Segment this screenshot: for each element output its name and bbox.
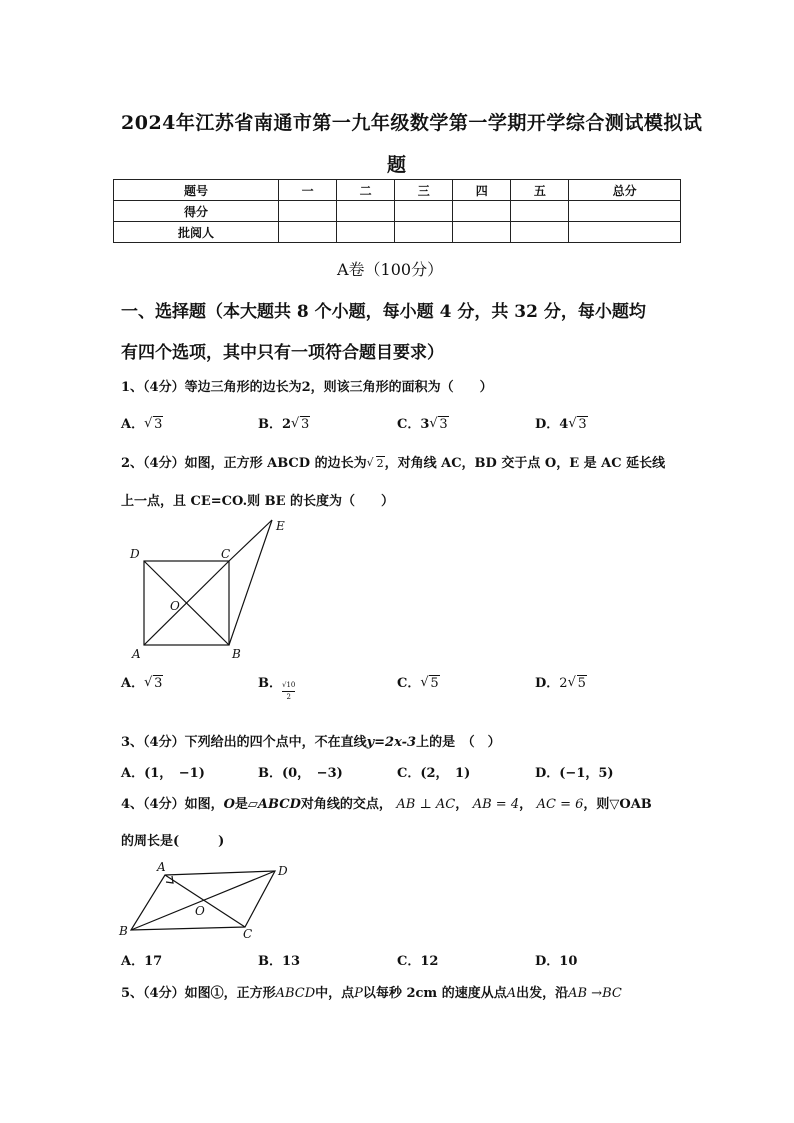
point-p: P bbox=[354, 986, 363, 1001]
q5-text: 5、（4分）如图①，正方形 bbox=[121, 986, 276, 1001]
q2-option-b bbox=[258, 672, 296, 701]
question-3 bbox=[121, 731, 501, 750]
label-d: D bbox=[130, 547, 140, 561]
q2-option-d bbox=[535, 672, 587, 691]
header-cell: 四 bbox=[453, 180, 511, 201]
option-label: B． bbox=[258, 417, 282, 432]
point-o: O bbox=[223, 797, 235, 812]
header-cell: 三 bbox=[395, 180, 453, 201]
q4-text-d: ，则▽OAB bbox=[583, 797, 652, 812]
page-title-cont: 题 bbox=[387, 154, 407, 176]
q3-option-d: D．(−1，5) bbox=[535, 766, 614, 781]
point-a: A bbox=[506, 986, 517, 1001]
q3-text: 3、（4分）下列给出的四个点中，不在直线 bbox=[121, 735, 367, 750]
header-cell: 总分 bbox=[569, 180, 681, 201]
grader-cell bbox=[511, 222, 569, 243]
question-1: 1、（4分）等边三角形的边长为2，则该三角形的面积为（ ） bbox=[121, 380, 493, 395]
coef: 3 bbox=[420, 417, 430, 432]
q4-text: 4、（4分）如图， bbox=[121, 797, 224, 812]
q3-option-a: A．(1， −1) bbox=[121, 766, 205, 781]
question-2-cont: 上一点，且 CE=CO.则 BE 的长度为（ ） bbox=[121, 494, 395, 509]
q3-option-c: C．(2， 1) bbox=[397, 766, 471, 781]
grader-cell bbox=[279, 222, 337, 243]
q3-text-b: 上的是 （ ） bbox=[416, 735, 501, 750]
sqrt-symbol: √ 3 bbox=[291, 417, 310, 432]
option-label: B． bbox=[258, 676, 282, 691]
q1-option-d bbox=[535, 413, 588, 432]
sqrt-symbol: √ 2 bbox=[367, 457, 385, 470]
grader-cell bbox=[453, 222, 511, 243]
question-4: 4、（4分）如图，O是▱ABCD对角线的交点， AB ⊥ AC， AB = 4， AC = 6，则▽OAB bbox=[121, 797, 652, 812]
score-table bbox=[113, 179, 681, 243]
score-cell bbox=[569, 201, 681, 222]
label-c: C bbox=[243, 927, 253, 940]
q2-text-b: ，对角线 AC，BD 交于点 O，E 是 AC 延长线 bbox=[384, 456, 666, 471]
label-b: B bbox=[232, 647, 241, 661]
grader-row bbox=[114, 222, 681, 243]
fraction: √10 2 bbox=[282, 681, 296, 701]
q2-text: 2、（4分）如图，正方形 ABCD 的边长为 bbox=[121, 456, 367, 471]
q4-text-b: 是▱ bbox=[234, 797, 258, 812]
sqrt-symbol: √ 3 bbox=[144, 676, 163, 691]
segment-be bbox=[229, 520, 272, 645]
label-o: O bbox=[170, 599, 180, 613]
coef: 2 bbox=[282, 417, 292, 432]
label-a: A bbox=[157, 860, 166, 874]
section-heading-cont: 有四个选项，其中只有一项符合题目要求） bbox=[121, 343, 444, 363]
score-table-header bbox=[114, 180, 681, 201]
option-label: A． bbox=[121, 417, 145, 432]
sqrt-symbol: √ 5 bbox=[420, 676, 439, 691]
label-c: C bbox=[221, 547, 231, 561]
right-angle-mark bbox=[166, 876, 173, 883]
row-label: 得分 bbox=[114, 201, 279, 222]
section-heading: 一、选择题（本大题共 8 个小题，每小题 4 分，共 32 分，每小题均 bbox=[121, 302, 646, 322]
condition-ac: AC = 6 bbox=[536, 797, 584, 812]
sqrt-symbol: √ 5 bbox=[568, 676, 587, 691]
option-label: C． bbox=[397, 417, 421, 432]
line-equation: y=2x-3 bbox=[366, 735, 417, 750]
option-label: D． bbox=[535, 676, 560, 691]
question-4-cont: 的周长是( ) bbox=[121, 834, 225, 849]
volume-heading: A卷（100分） bbox=[337, 260, 444, 279]
label-d: D bbox=[278, 864, 288, 878]
sqrt-symbol: √ 3 bbox=[568, 417, 587, 432]
header-cell: 五 bbox=[511, 180, 569, 201]
score-cell bbox=[279, 201, 337, 222]
grader-cell bbox=[569, 222, 681, 243]
score-cell bbox=[337, 201, 395, 222]
option-label: C． bbox=[397, 676, 421, 691]
coef: 4 bbox=[559, 417, 569, 432]
diagonal-bd bbox=[131, 871, 275, 930]
q2-option-a bbox=[121, 672, 163, 691]
q4-option-c: C．12 bbox=[397, 954, 439, 969]
square-name: ABCD bbox=[275, 986, 316, 1001]
q4-figure bbox=[115, 855, 300, 940]
condition-ab: AB = 4 bbox=[472, 797, 520, 812]
q1-option-c bbox=[397, 413, 449, 432]
score-cell bbox=[453, 201, 511, 222]
score-row bbox=[114, 201, 681, 222]
question-2 bbox=[121, 452, 665, 471]
condition-perpendicular: AB ⊥ AC bbox=[396, 797, 456, 812]
path-expression: AB →BC bbox=[568, 986, 622, 1001]
q4-option-a: A．17 bbox=[121, 954, 163, 969]
sqrt-symbol: √ 3 bbox=[429, 417, 448, 432]
grader-cell bbox=[395, 222, 453, 243]
q4-text-c: 对角线的交点， bbox=[300, 797, 392, 812]
score-cell bbox=[511, 201, 569, 222]
header-cell: 题号 bbox=[114, 180, 279, 201]
coef: 2 bbox=[559, 676, 568, 691]
sqrt-symbol: √ 3 bbox=[144, 417, 163, 432]
q3-option-b: B．(0， −3) bbox=[258, 766, 343, 781]
page-title: 2024年江苏省南通市第一九年级数学第一学期开学综合测试模拟试 bbox=[121, 112, 703, 134]
q2-figure bbox=[120, 512, 300, 662]
q4-option-b: B．13 bbox=[258, 954, 301, 969]
question-5 bbox=[121, 982, 622, 1001]
label-b: B bbox=[119, 924, 128, 938]
row-label: 批阅人 bbox=[114, 222, 279, 243]
header-cell: 一 bbox=[279, 180, 337, 201]
diagonal-ac bbox=[165, 875, 245, 927]
label-o: O bbox=[195, 904, 205, 918]
option-label: A． bbox=[121, 676, 145, 691]
q5-text-b: 中，点 bbox=[315, 986, 355, 1001]
option-label: D． bbox=[535, 417, 560, 432]
q5-text-c: 以每秒 2cm 的速度从点 bbox=[362, 986, 507, 1001]
q2-option-c bbox=[397, 672, 440, 691]
label-a: A bbox=[132, 647, 141, 661]
q1-option-b bbox=[258, 413, 310, 432]
score-cell bbox=[395, 201, 453, 222]
label-e: E bbox=[276, 519, 285, 533]
parallelogram-name: ABCD bbox=[257, 797, 301, 812]
q4-option-d: D．10 bbox=[535, 954, 578, 969]
grader-cell bbox=[337, 222, 395, 243]
header-cell: 二 bbox=[337, 180, 395, 201]
q5-text-d: 出发，沿 bbox=[516, 986, 569, 1001]
q1-option-a bbox=[121, 413, 163, 432]
